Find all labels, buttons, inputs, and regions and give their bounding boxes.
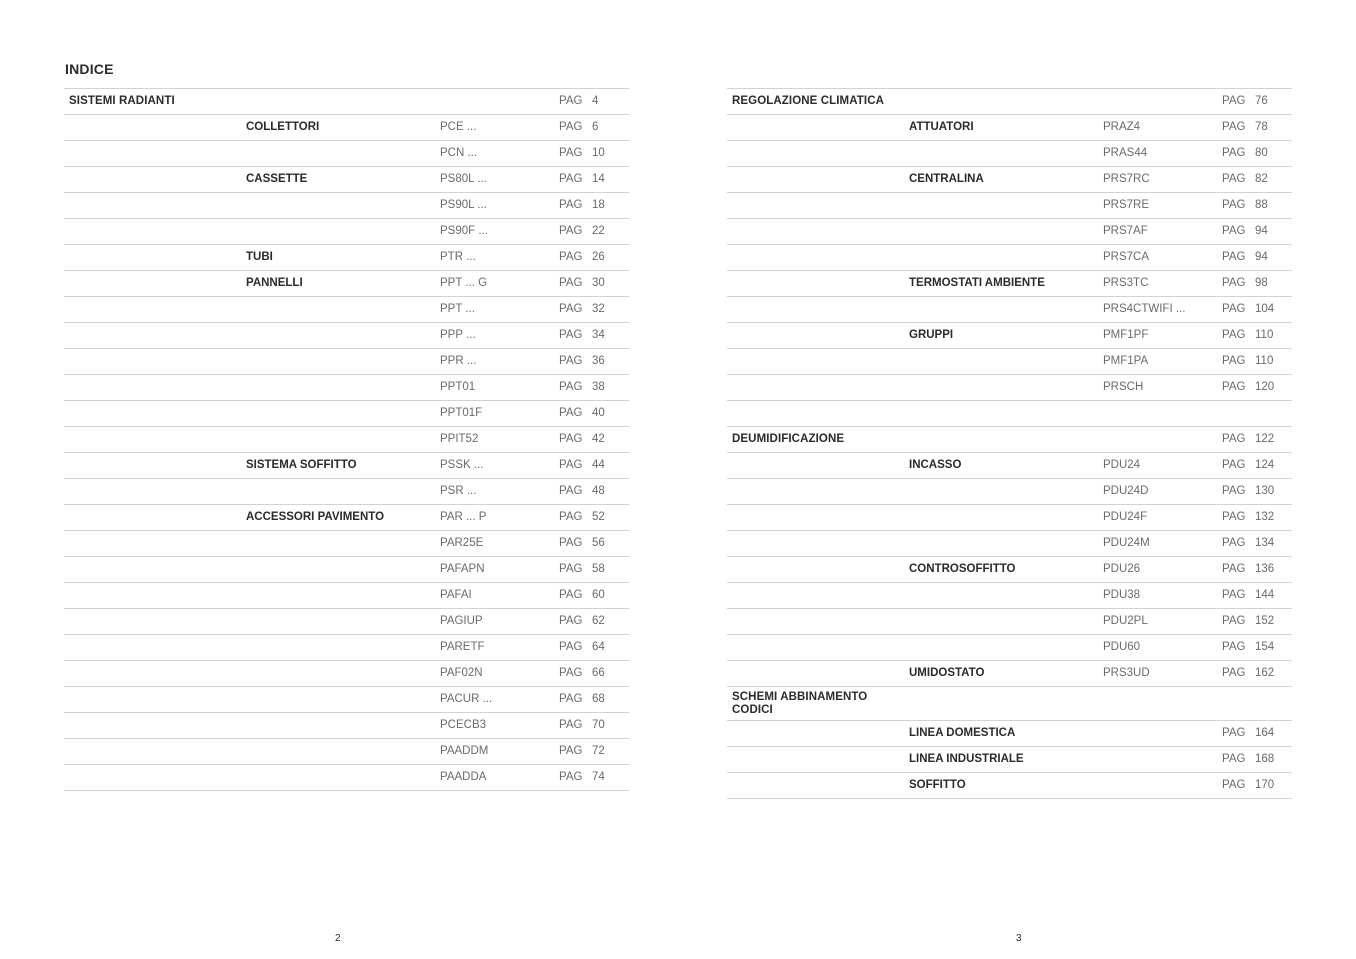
toc-product-code: PDU24F [1103,511,1148,523]
toc-row [727,349,1292,375]
toc-product-code: PSSK ... [440,459,484,471]
toc-row [727,89,1292,115]
toc-product-code: PTR ... [440,251,476,263]
toc-subsection-title: INCASSO [909,459,962,471]
toc-row [64,557,629,583]
toc-pag-label: PAG [559,277,583,289]
toc-pag-label: PAG [559,95,583,107]
toc-row [727,401,1292,427]
toc-pag-label: PAG [559,433,583,445]
toc-pag-label: PAG [1222,381,1246,393]
toc-page-number: 132 [1255,511,1275,523]
toc-page-number: 52 [592,511,605,523]
toc-page-number: 48 [592,485,605,497]
toc-page-number: 80 [1255,147,1268,159]
toc-page-number: 98 [1255,277,1268,289]
toc-pag-label: PAG [559,693,583,705]
toc-pag-label: PAG [1222,727,1246,739]
toc-product-code: PPP ... [440,329,476,341]
toc-product-code: PAR25E [440,537,484,549]
toc-product-code: PPIT52 [440,433,479,445]
toc-row [64,245,629,271]
toc-row [64,505,629,531]
toc-product-code: PRS7RE [1103,199,1150,211]
toc-subsection-title: PANNELLI [246,277,303,289]
toc-pag-label: PAG [1222,589,1246,601]
toc-subsection-title: SOFFITTO [909,779,966,791]
toc-page-number: 170 [1255,779,1275,791]
toc-section-title: SCHEMI ABBINAMENTO CODICI [732,691,868,716]
toc-page-number: 40 [592,407,605,419]
toc-pag-label: PAG [559,563,583,575]
toc-page-number: 70 [592,719,605,731]
toc-row [64,453,629,479]
toc-pag-label: PAG [559,355,583,367]
toc-page-number: 134 [1255,537,1275,549]
toc-table-right [727,88,1292,799]
toc-page-number: 18 [592,199,605,211]
toc-pag-label: PAG [559,589,583,601]
toc-product-code: PCECB3 [440,719,487,731]
toc-pag-label: PAG [1222,641,1246,653]
toc-row [727,505,1292,531]
toc-product-code: PACUR ... [440,693,493,705]
toc-row [64,713,629,739]
toc-pag-label: PAG [559,745,583,757]
toc-row [727,531,1292,557]
toc-page-number: 94 [1255,225,1268,237]
toc-row [64,297,629,323]
toc-pag-label: PAG [559,381,583,393]
toc-row [727,219,1292,245]
toc-row [64,323,629,349]
page-number-right: 3 [1016,933,1022,944]
toc-section-title: DEUMIDIFICAZIONE [732,433,845,445]
toc-product-code: PRS4CTWIFI ... [1103,303,1186,315]
toc-page-number: 22 [592,225,605,237]
toc-row [64,661,629,687]
toc-pag-label: PAG [1222,433,1246,445]
toc-pag-label: PAG [559,251,583,263]
toc-product-code: PPT ... G [440,277,488,289]
toc-row [64,531,629,557]
toc-pag-label: PAG [559,719,583,731]
toc-page-number: 120 [1255,381,1275,393]
toc-product-code: PDU24D [1103,485,1149,497]
toc-page-number: 144 [1255,589,1275,601]
toc-product-code: PDU26 [1103,563,1141,575]
toc-product-code: PRSCH [1103,381,1144,393]
toc-page-number: 104 [1255,303,1275,315]
toc-subsection-title: ATTUATORI [909,121,974,133]
toc-page-number: 154 [1255,641,1275,653]
toc-pag-label: PAG [559,225,583,237]
toc-pag-label: PAG [1222,355,1246,367]
toc-pag-label: PAG [559,199,583,211]
toc-subsection-title: CASSETTE [246,173,308,185]
toc-row [727,747,1292,773]
toc-product-code: PDU60 [1103,641,1141,653]
toc-page-number: 122 [1255,433,1275,445]
toc-page-number: 58 [592,563,605,575]
toc-page-number: 164 [1255,727,1275,739]
toc-row [64,687,629,713]
toc-page-number: 76 [1255,95,1268,107]
toc-pag-label: PAG [1222,95,1246,107]
toc-page-number: 136 [1255,563,1275,575]
toc-product-code: PMF1PF [1103,329,1149,341]
toc-row [64,401,629,427]
toc-page-number: 26 [592,251,605,263]
toc-page-number: 66 [592,667,605,679]
toc-pag-label: PAG [559,771,583,783]
toc-product-code: PCE ... [440,121,477,133]
toc-pag-label: PAG [1222,485,1246,497]
toc-row [727,375,1292,401]
toc-pag-label: PAG [1222,147,1246,159]
toc-page-number: 78 [1255,121,1268,133]
toc-row [64,219,629,245]
toc-pag-label: PAG [559,303,583,315]
toc-subsection-title: GRUPPI [909,329,954,341]
toc-pag-label: PAG [1222,251,1246,263]
toc-product-code: PPT01 [440,381,476,393]
toc-row [64,349,629,375]
toc-row [64,635,629,661]
toc-row [727,773,1292,799]
toc-page-number: 6 [592,121,599,133]
toc-row [727,609,1292,635]
toc-page-number: 110 [1255,355,1274,367]
toc-row [64,479,629,505]
toc-subsection-title: CENTRALINA [909,173,984,185]
toc-pag-label: PAG [559,485,583,497]
toc-row [727,479,1292,505]
toc-pag-label: PAG [1222,173,1246,185]
toc-row [727,661,1292,687]
toc-row [64,115,629,141]
toc-pag-label: PAG [559,537,583,549]
toc-row [727,721,1292,747]
toc-product-code: PRS3UD [1103,667,1150,679]
toc-page-number: 32 [592,303,605,315]
toc-pag-label: PAG [559,615,583,627]
toc-section-title: SISTEMI RADIANTI [69,95,175,107]
toc-pag-label: PAG [1222,199,1246,211]
toc-section-title: REGOLAZIONE CLIMATICA [732,95,885,107]
toc-row [64,765,629,791]
toc-pag-label: PAG [1222,563,1246,575]
toc-page-number: 74 [592,771,605,783]
toc-page-number: 30 [592,277,605,289]
toc-row [727,323,1292,349]
toc-pag-label: PAG [1222,459,1246,471]
toc-product-code: PDU2PL [1103,615,1148,627]
toc-row [64,609,629,635]
toc-row [64,375,629,401]
toc-product-code: PRS7AF [1103,225,1148,237]
toc-subsection-title: LINEA INDUSTRIALE [909,753,1024,765]
toc-row [727,193,1292,219]
toc-pag-label: PAG [1222,615,1246,627]
toc-pag-label: PAG [559,329,583,341]
toc-page-number: 168 [1255,753,1275,765]
toc-product-code: PAADDA [440,771,487,783]
toc-product-code: PPT ... [440,303,475,315]
toc-page-number: 38 [592,381,605,393]
toc-row [64,271,629,297]
toc-row [64,89,629,115]
toc-page-number: 42 [592,433,605,445]
toc-product-code: PDU24M [1103,537,1150,549]
toc-row [727,167,1292,193]
toc-row [727,115,1292,141]
toc-row [64,427,629,453]
toc-page-number: 162 [1255,667,1275,679]
toc-product-code: PSR ... [440,485,477,497]
toc-row [727,453,1292,479]
toc-pag-label: PAG [559,407,583,419]
toc-product-code: PRS7RC [1103,173,1150,185]
toc-row [727,271,1292,297]
toc-row [727,583,1292,609]
toc-row [727,427,1292,453]
toc-page-number: 14 [592,173,605,185]
toc-subsection-title: SISTEMA SOFFITTO [246,459,357,471]
toc-product-code: PPR ... [440,355,477,367]
toc-row [64,141,629,167]
toc-page-number: 68 [592,693,605,705]
toc-subsection-title: UMIDOSTATO [909,667,985,679]
toc-table-left [64,88,629,791]
toc-pag-label: PAG [559,667,583,679]
toc-product-code: PCN ... [440,147,478,159]
toc-product-code: PRS3TC [1103,277,1149,289]
toc-subsection-title: CONTROSOFFITTO [909,563,1016,575]
toc-page-number: 130 [1255,485,1275,497]
toc-page-number: 64 [592,641,605,653]
toc-page-number: 62 [592,615,605,627]
toc-page-number: 56 [592,537,605,549]
toc-subsection-title: ACCESSORI PAVIMENTO [246,511,385,523]
toc-row [727,141,1292,167]
toc-pag-label: PAG [1222,277,1246,289]
toc-product-code: PS90L ... [440,199,487,211]
toc-page-number: 10 [592,147,605,159]
toc-product-code: PS90F ... [440,225,488,237]
toc-product-code: PAGIUP [440,615,483,627]
toc-page-number: 82 [1255,173,1268,185]
toc-page-number: 72 [592,745,605,757]
toc-page-number: 36 [592,355,605,367]
toc-pag-label: PAG [559,121,583,133]
toc-product-code: PPT01F [440,407,483,419]
toc-page-number: 110 [1255,329,1274,341]
toc-subsection-title: TUBI [246,251,273,263]
toc-page-number: 60 [592,589,605,601]
toc-pag-label: PAG [1222,121,1246,133]
toc-subsection-title: TERMOSTATI AMBIENTE [909,277,1045,289]
toc-pag-label: PAG [559,173,583,185]
toc-row [727,635,1292,661]
toc-pag-label: PAG [1222,303,1246,315]
toc-page-number: 34 [592,329,605,341]
toc-row [64,739,629,765]
toc-product-code: PRAZ4 [1103,121,1141,133]
toc-product-code: PAFAI [440,589,472,601]
toc-pag-label: PAG [1222,779,1246,791]
toc-pag-label: PAG [1222,537,1246,549]
toc-page-number: 4 [592,95,599,107]
toc-pag-label: PAG [1222,667,1246,679]
toc-product-code: PDU24 [1103,459,1141,471]
toc-row [727,687,1292,721]
toc-product-code: PAF02N [440,667,483,679]
toc-row [727,557,1292,583]
page-number-left: 2 [335,933,341,944]
toc-product-code: PS80L ... [440,173,487,185]
toc-row [727,245,1292,271]
toc-pag-label: PAG [1222,753,1246,765]
toc-subsection-title: COLLETTORI [246,121,320,133]
toc-product-code: PARETF [440,641,485,653]
toc-product-code: PAADDM [440,745,489,757]
toc-page-number: 152 [1255,615,1275,627]
toc-pag-label: PAG [559,147,583,159]
toc-product-code: PMF1PA [1103,355,1149,367]
toc-row [727,297,1292,323]
toc-pag-label: PAG [1222,225,1246,237]
toc-row [64,583,629,609]
toc-row [64,167,629,193]
toc-pag-label: PAG [559,641,583,653]
toc-row [64,193,629,219]
toc-pag-label: PAG [559,459,583,471]
index-title: INDICE [65,61,114,77]
toc-page-number: 124 [1255,459,1275,471]
toc-page-number: 44 [592,459,605,471]
toc-product-code: PAFAPN [440,563,485,575]
toc-product-code: PAR ... P [440,511,487,523]
toc-page-number: 88 [1255,199,1268,211]
toc-product-code: PDU38 [1103,589,1141,601]
toc-pag-label: PAG [1222,511,1246,523]
toc-subsection-title: LINEA DOMESTICA [909,727,1016,739]
toc-product-code: PRS7CA [1103,251,1150,263]
toc-product-code: PRAS44 [1103,147,1148,159]
toc-page-number: 94 [1255,251,1268,263]
toc-pag-label: PAG [559,511,583,523]
toc-pag-label: PAG [1222,329,1246,341]
